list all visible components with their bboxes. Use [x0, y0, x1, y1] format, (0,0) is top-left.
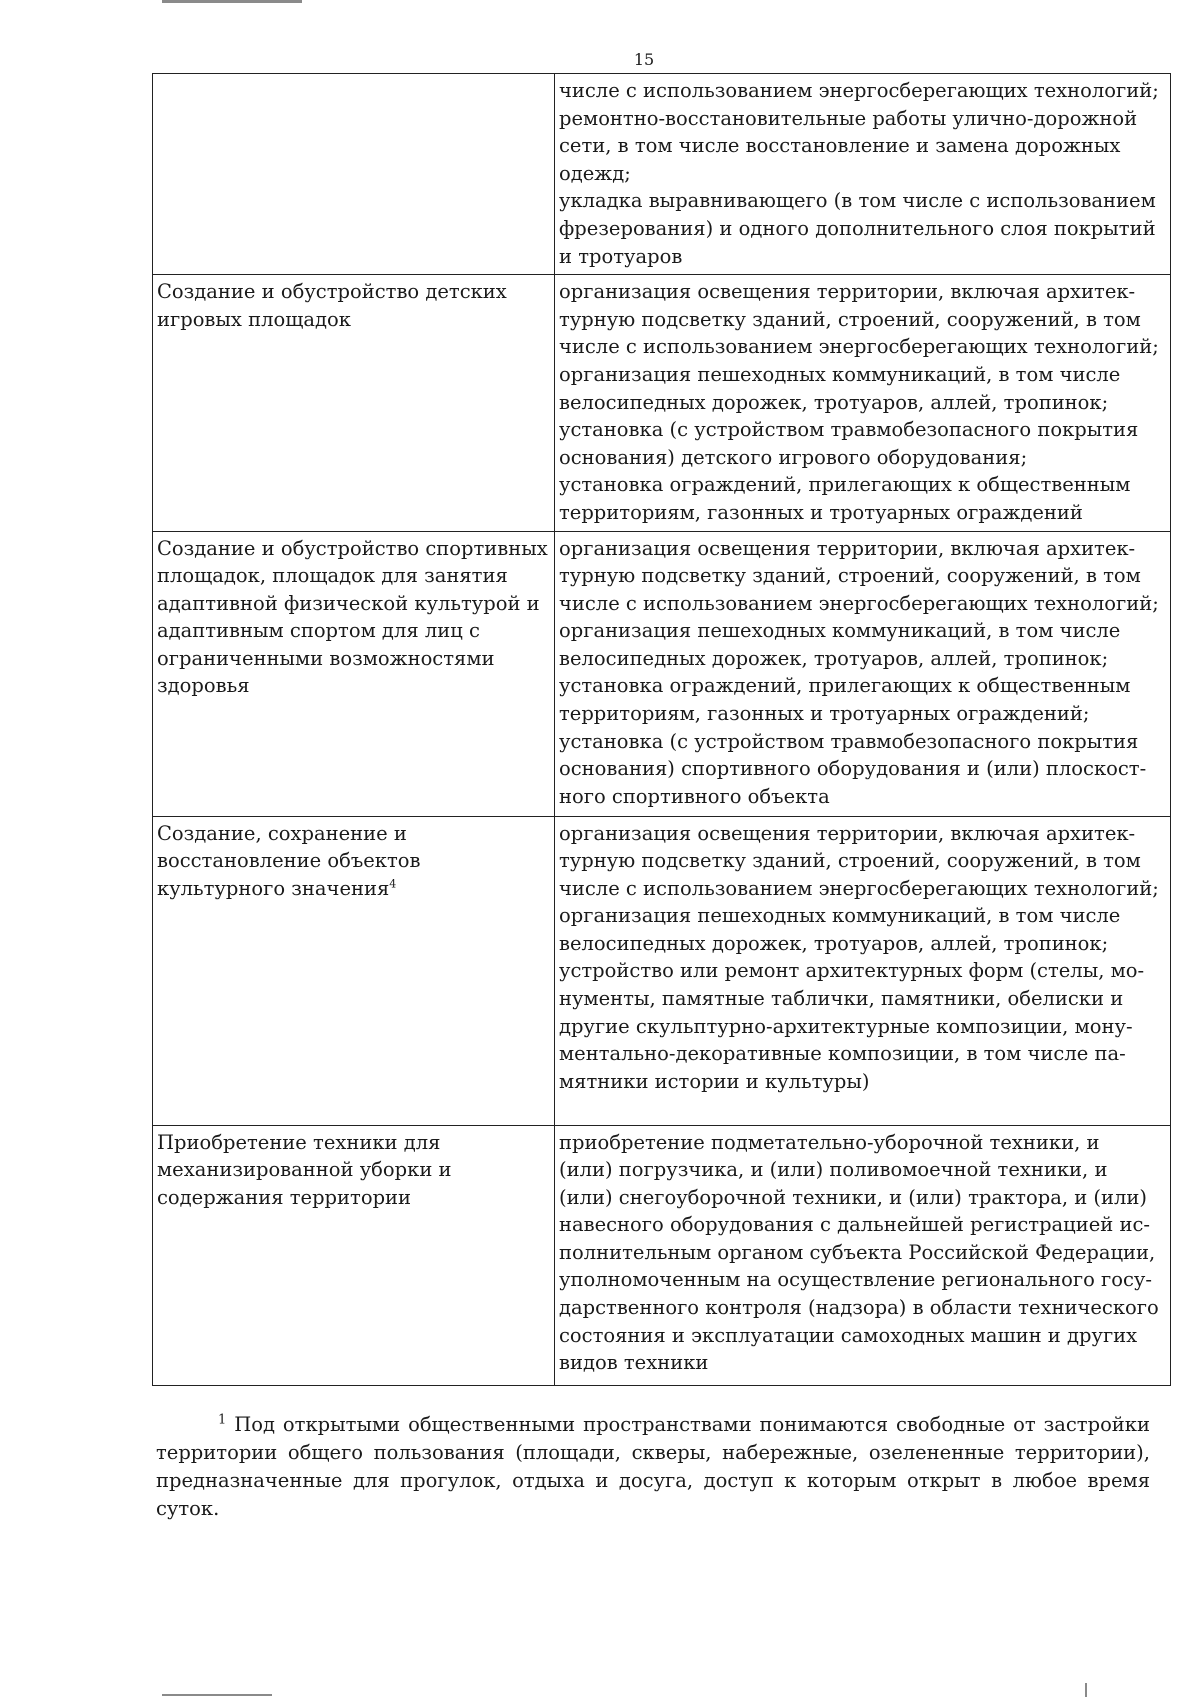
- works-line: видов техники: [559, 1351, 709, 1375]
- works-line: организация освещения территории, включая архитек-: [559, 821, 1136, 845]
- works-line: и тротуаров: [559, 244, 683, 268]
- works-line: турную подсветку зданий, строений, сооружений, в том: [559, 849, 1141, 873]
- footnote-marker: 1: [218, 1412, 227, 1428]
- works-line: устройство или ремонт архитектурных форм (стелы, мо-: [559, 959, 1145, 983]
- measure-cell: [153, 74, 555, 275]
- page-number: 15: [633, 50, 655, 69]
- table-row: [153, 1125, 1171, 1385]
- works-line: организация освещения территории, включая архитек-: [559, 280, 1136, 304]
- works-line: основания) детского игрового оборудования;: [559, 445, 1028, 469]
- works-cell: [555, 531, 1171, 816]
- scan-artifact: [162, 1694, 272, 1696]
- measure-cell: Создание и обустройство спортивных площадок, площадок для занятия адаптивной физической культурой и адаптивным спортом для лиц с ограниченными возможностями здоровья: [153, 531, 555, 816]
- works-line: числе с использованием энергосберегающих технологий;: [559, 79, 1159, 102]
- works-line: приобретение подметательно-уборочной техники, и: [559, 1130, 1100, 1154]
- works-line: организация освещения территории, включая архитек-: [559, 536, 1136, 560]
- works-line: организация пешеходных коммуникаций, в том числе: [559, 362, 1121, 386]
- works-line: числе с использованием энергосберегающих технологий;: [559, 876, 1159, 900]
- works-line: (или) снегоуборочной техники, и (или) трактора, и (или): [559, 1185, 1148, 1209]
- footnote-ref: 4: [389, 877, 397, 891]
- measure-cell: [153, 816, 555, 1125]
- works-line: турную подсветку зданий, строений, сооружений, в том: [559, 564, 1141, 588]
- works-line: организация пешеходных коммуникаций, в том числе: [559, 904, 1121, 928]
- footnote-body: [156, 1411, 1150, 1523]
- works-line: установка ограждений, прилегающих к общественным: [559, 473, 1131, 497]
- works-cell: [555, 74, 1171, 275]
- scan-artifact: [162, 0, 302, 3]
- table-row: [153, 531, 1171, 816]
- works-line: велосипедных дорожек, тротуаров, аллей, тропинок;: [559, 646, 1109, 670]
- works-line: территориям, газонных и тротуарных ограждений;: [559, 702, 1090, 726]
- measures-table: [152, 73, 1171, 1386]
- works-line: числе с использованием энергосберегающих технологий;: [559, 591, 1159, 615]
- works-line: организация пешеходных коммуникаций, в том числе: [559, 619, 1121, 643]
- works-line: одежд;: [559, 161, 631, 185]
- footnote-text: Под открытыми общественными пространствами понимаются свободные от застройки территории общего пользования (площади, скверы, набережные, озелененные территории), предназначенные для прогулок, отдыха и досуга, доступ к которым открыт в любое время суток.: [156, 1413, 1150, 1520]
- works-line: ного спортивного объекта: [559, 784, 830, 808]
- works-line: нументы, памятные таблички, памятники, обелиски и: [559, 987, 1124, 1011]
- works-cell: [555, 275, 1171, 531]
- works-cell: [555, 816, 1171, 1125]
- measure-text: Создание, сохранение и восстановление объектов культурного значения: [157, 821, 421, 900]
- works-line: мятники истории и культуры): [559, 1069, 870, 1093]
- table-row: [153, 74, 1171, 275]
- works-line: установка (с устройством травмобезопасного покрытия: [559, 418, 1139, 442]
- measure-cell: Приобретение техники для механизированной уборки и содержания территории: [153, 1125, 555, 1385]
- works-line: основания) спортивного оборудования и (или) плоскост-: [559, 757, 1147, 781]
- works-line: турную подсветку зданий, строений, сооружений, в том: [559, 307, 1141, 331]
- works-line: (или) погрузчика, и (или) поливомоечной техники, и: [559, 1158, 1108, 1182]
- works-line: ментально-декоративные композиции, в том числе па-: [559, 1042, 1126, 1066]
- works-line: ремонтно-восстановительные работы улично-дорожной: [559, 106, 1138, 130]
- works-line: дарственного контроля (надзора) в области технического: [559, 1296, 1159, 1320]
- footnote: [156, 1411, 1150, 1523]
- table-row: [153, 275, 1171, 531]
- works-line: фрезерования) и одного дополнительного слоя покрытий: [559, 216, 1156, 240]
- works-line: велосипедных дорожек, тротуаров, аллей, тропинок;: [559, 931, 1109, 955]
- table-row: [153, 816, 1171, 1125]
- works-line: уполномоченным на осуществление регионального госу-: [559, 1268, 1152, 1292]
- works-line: сети, в том числе восстановление и замена дорожных: [559, 134, 1121, 158]
- works-line: укладка выравнивающего (в том числе с использованием: [559, 189, 1156, 213]
- scan-artifact: [1085, 1683, 1087, 1697]
- measure-cell: Создание и обустройство детских игровых площадок: [153, 275, 555, 531]
- works-line: установка (с устройством травмобезопасного покрытия: [559, 729, 1139, 753]
- works-line: навесного оборудования с дальнейшей регистрацией ис-: [559, 1213, 1150, 1237]
- works-line: территориям, газонных и тротуарных ограждений: [559, 500, 1083, 524]
- works-cell: [555, 1125, 1171, 1385]
- works-line: полнительным органом субъекта Российской Федерации,: [559, 1240, 1156, 1264]
- works-line: установка ограждений, прилегающих к общественным: [559, 674, 1131, 698]
- works-line: числе с использованием энергосберегающих технологий;: [559, 335, 1159, 359]
- works-line: состояния и эксплуатации самоходных машин и других: [559, 1323, 1138, 1347]
- works-line: другие скульптурно-архитектурные композиции, мону-: [559, 1014, 1133, 1038]
- works-line: велосипедных дорожек, тротуаров, аллей, тропинок;: [559, 390, 1109, 414]
